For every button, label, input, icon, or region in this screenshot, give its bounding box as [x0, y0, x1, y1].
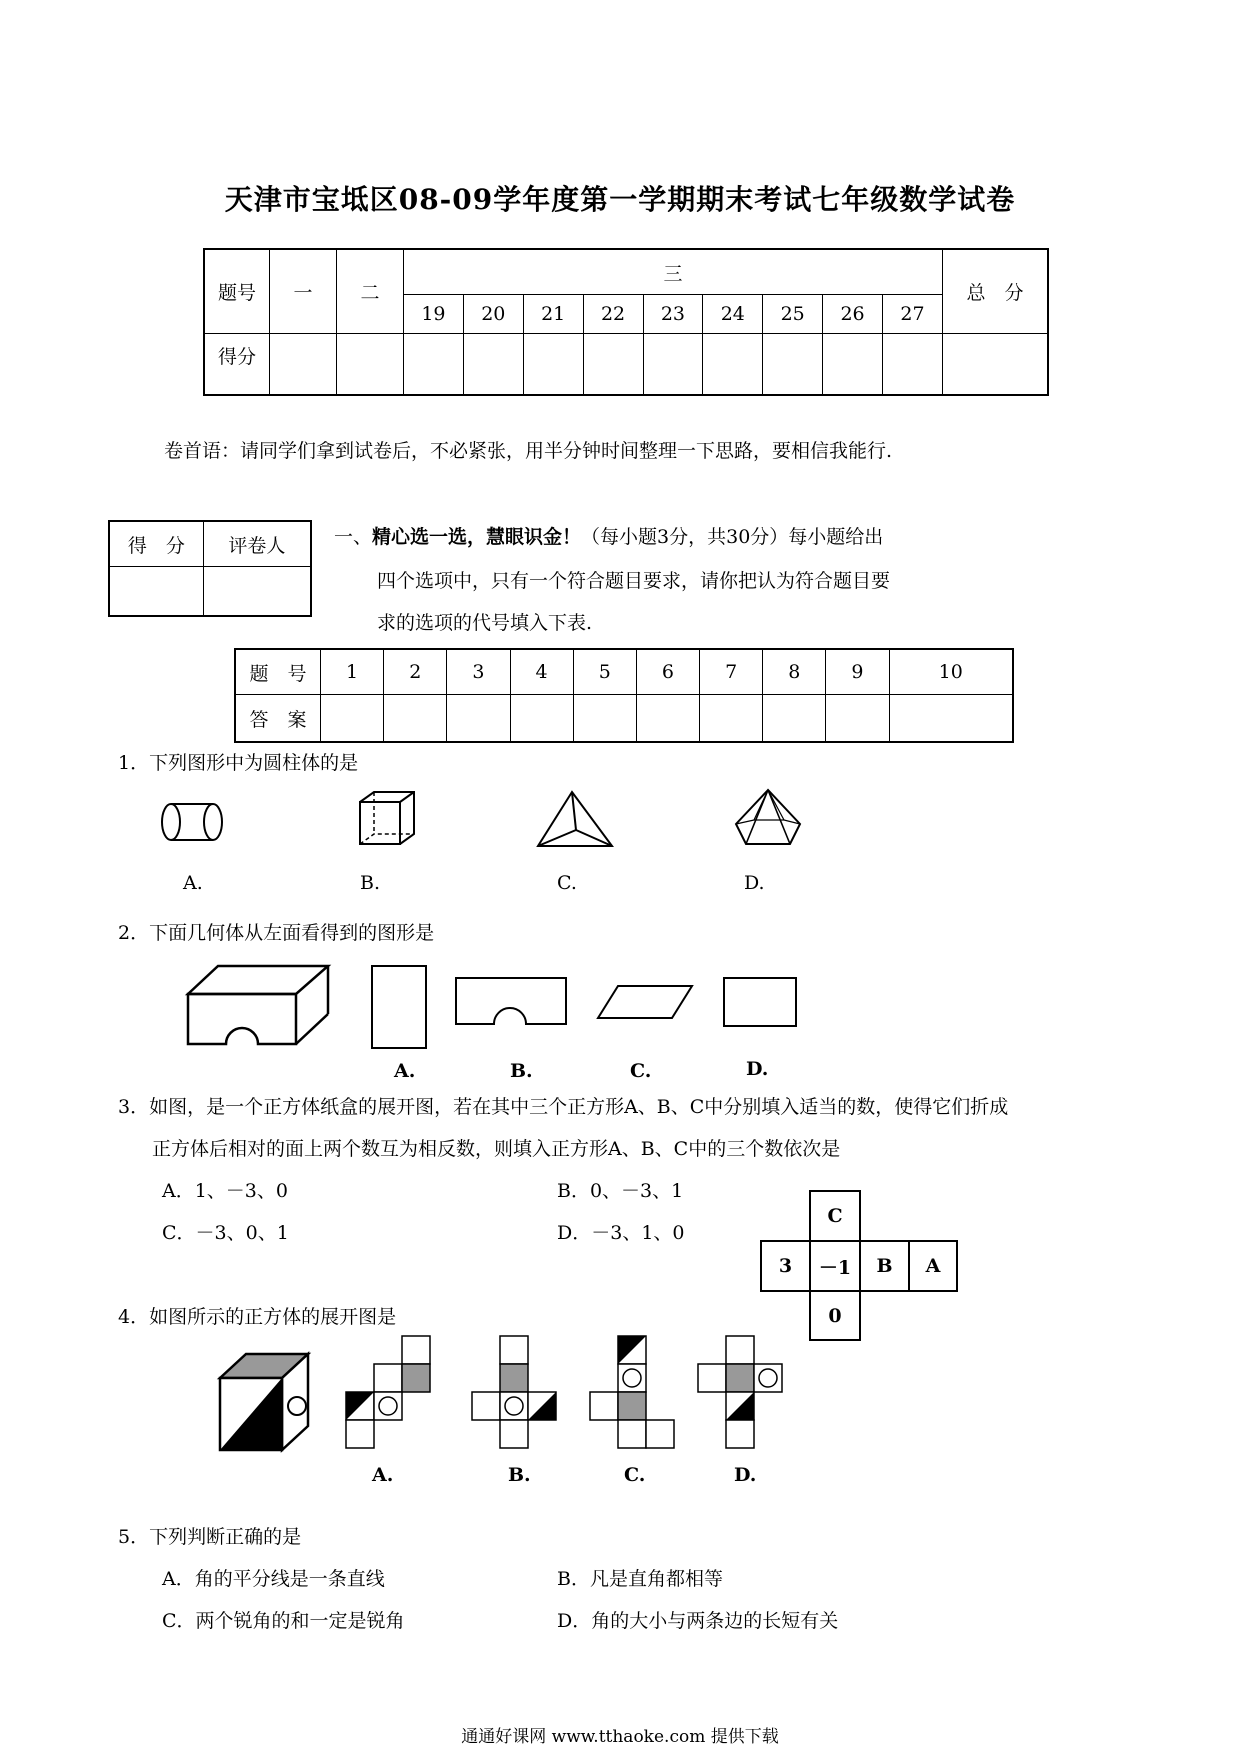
grader-score-cell[interactable]: [109, 567, 203, 617]
score-table-sub: 22: [583, 295, 643, 334]
section1-line3: 求的选项的代号填入下表.: [377, 612, 593, 634]
q2-option-c[interactable]: C.: [630, 1060, 652, 1082]
net-cell-0: 0: [810, 1291, 860, 1340]
q4-option-c[interactable]: C.: [624, 1464, 646, 1486]
q1-option-c[interactable]: C.: [557, 872, 577, 894]
q4-text: 4．如图所示的正方体的展开图是: [118, 1306, 397, 1328]
section1-heading: [334, 522, 883, 549]
page-title: 天津市宝坻区08-09学年度第一学期期末考试七年级数学试卷: [224, 183, 1016, 216]
section1-line2: 四个选项中，只有一个符合题目要求，请你把认为符合题目要: [377, 570, 891, 592]
q4-option-d[interactable]: D.: [734, 1464, 757, 1486]
answer-cell[interactable]: [447, 695, 510, 743]
q2-option-c-shape: [596, 984, 696, 1022]
q2-text: 2．下面几何体从左面看得到的图形是: [118, 922, 435, 944]
answer-row2-label: 答 案: [235, 695, 321, 743]
q3-line1: 3．如图，是一个正方体纸盒的展开图，若在其中三个正方形A、B、C中分别填入适当的数，使得它们折成: [118, 1096, 1009, 1118]
q5-option-a[interactable]: A．角的平分线是一条直线: [162, 1568, 385, 1590]
score-cell[interactable]: [463, 334, 523, 396]
section1-rule: （每小题3分，共30分）每小题给出: [581, 526, 884, 548]
grader-name-cell[interactable]: [203, 567, 311, 617]
score-table-row1-label: 题号: [204, 249, 270, 334]
answer-num: 7: [700, 649, 763, 695]
score-cell[interactable]: [703, 334, 763, 396]
q1-text: 1．下列图形中为圆柱体的是: [118, 752, 359, 774]
answer-cell[interactable]: [510, 695, 573, 743]
net-cell-b: B: [860, 1241, 909, 1291]
score-table-sub: 27: [883, 295, 943, 334]
answer-num: 8: [763, 649, 826, 695]
score-table-sub: 24: [703, 295, 763, 334]
score-cell[interactable]: [763, 334, 823, 396]
score-table-sub: 19: [404, 295, 464, 334]
answer-cell[interactable]: [700, 695, 763, 743]
answer-cell[interactable]: [573, 695, 636, 743]
q4-cube-figure: [218, 1352, 312, 1454]
net-cell-a: A: [909, 1241, 957, 1291]
preface: 卷首语：请同学们拿到试卷后，不必紧张，用半分钟时间整理一下思路，要相信我能行.: [164, 440, 893, 462]
net-cell-neg1: －1: [810, 1241, 860, 1291]
section1-title: 精心选一选，慧眼识金！: [372, 526, 582, 548]
score-cell[interactable]: [883, 334, 943, 396]
score-table-group-3: 三: [404, 249, 943, 295]
score-cell[interactable]: [823, 334, 883, 396]
q3-option-b[interactable]: B．0、－3、1: [557, 1180, 684, 1202]
answer-cell[interactable]: [826, 695, 889, 743]
answer-num: 1: [321, 649, 384, 695]
q2-solid-figure: [186, 964, 332, 1048]
grader-table: [108, 520, 312, 617]
score-table-sub: 26: [823, 295, 883, 334]
score-cell[interactable]: [643, 334, 703, 396]
answer-cell[interactable]: [636, 695, 699, 743]
footer-credit: 通通好课网 www.tthaoke.com 提供下载: [461, 1727, 779, 1747]
answer-table: [234, 648, 1014, 743]
score-table: [203, 248, 1049, 396]
score-table-sub: 20: [463, 295, 523, 334]
score-table-row2-label: 得分: [204, 334, 270, 396]
q4-option-a[interactable]: A.: [372, 1464, 394, 1486]
q3-option-c[interactable]: C．－3、0、1: [162, 1222, 289, 1244]
answer-cell[interactable]: [889, 695, 1013, 743]
score-table-sub: 23: [643, 295, 703, 334]
section1-prefix: 一、: [334, 526, 373, 548]
grader-score-label: 得 分: [109, 521, 203, 567]
score-table-sub: 21: [523, 295, 583, 334]
q4-option-d-net: [696, 1334, 790, 1454]
score-cell[interactable]: [523, 334, 583, 396]
q3-option-d[interactable]: D．－3、1、0: [557, 1222, 685, 1244]
q1-cylinder-figure: [160, 802, 230, 842]
q1-cube-figure: [358, 790, 418, 850]
q3-option-a[interactable]: A．1、－3、0: [162, 1180, 288, 1202]
score-table-col-1: 一: [270, 249, 337, 334]
q4-option-b[interactable]: B.: [508, 1464, 531, 1486]
q3-line2: 正方体后相对的面上两个数互为相反数，则填入正方形A、B、C中的三个数依次是: [152, 1138, 841, 1160]
score-cell[interactable]: [337, 334, 404, 396]
q1-tetrahedron-figure: [536, 790, 616, 850]
answer-num: 2: [384, 649, 447, 695]
q1-option-b[interactable]: B.: [360, 872, 381, 894]
answer-row1-label: 题 号: [235, 649, 321, 695]
q4-option-b-net: [470, 1334, 564, 1454]
answer-num: 9: [826, 649, 889, 695]
score-table-sub: 25: [763, 295, 823, 334]
q4-option-a-net: [344, 1334, 434, 1454]
q5-option-d[interactable]: D．角的大小与两条边的长短有关: [557, 1610, 839, 1632]
q1-option-d[interactable]: D.: [744, 872, 765, 894]
answer-cell[interactable]: [384, 695, 447, 743]
q2-option-a[interactable]: A.: [394, 1060, 416, 1082]
score-cell[interactable]: [943, 334, 1049, 396]
net-cell-c: C: [810, 1191, 860, 1241]
q2-option-a-shape: [370, 964, 430, 1052]
q5-option-b[interactable]: B．凡是直角都相等: [557, 1568, 723, 1590]
q2-option-d[interactable]: D.: [746, 1058, 769, 1080]
q1-pyramid-figure: [734, 788, 804, 850]
answer-num: 6: [636, 649, 699, 695]
grader-name-label: 评卷人: [203, 521, 311, 567]
answer-cell[interactable]: [763, 695, 826, 743]
answer-cell[interactable]: [321, 695, 384, 743]
q5-option-c[interactable]: C．两个锐角的和一定是锐角: [162, 1610, 405, 1632]
score-cell[interactable]: [583, 334, 643, 396]
answer-num: 3: [447, 649, 510, 695]
q2-option-b[interactable]: B.: [510, 1060, 533, 1082]
score-table-total: 总 分: [943, 249, 1049, 334]
answer-num: 4: [510, 649, 573, 695]
q2-option-d-shape: [722, 976, 798, 1028]
answer-num: 5: [573, 649, 636, 695]
score-table-col-2: 二: [337, 249, 404, 334]
score-cell[interactable]: [270, 334, 337, 396]
answer-num: 10: [889, 649, 1013, 695]
q3-cube-net: [760, 1190, 958, 1341]
net-cell-3: 3: [761, 1241, 810, 1291]
score-cell[interactable]: [404, 334, 464, 396]
q2-option-b-shape: [454, 976, 570, 1028]
q1-option-a[interactable]: A.: [183, 872, 203, 894]
q5-text: 5．下列判断正确的是: [118, 1526, 302, 1548]
q4-option-c-net: [588, 1334, 682, 1454]
